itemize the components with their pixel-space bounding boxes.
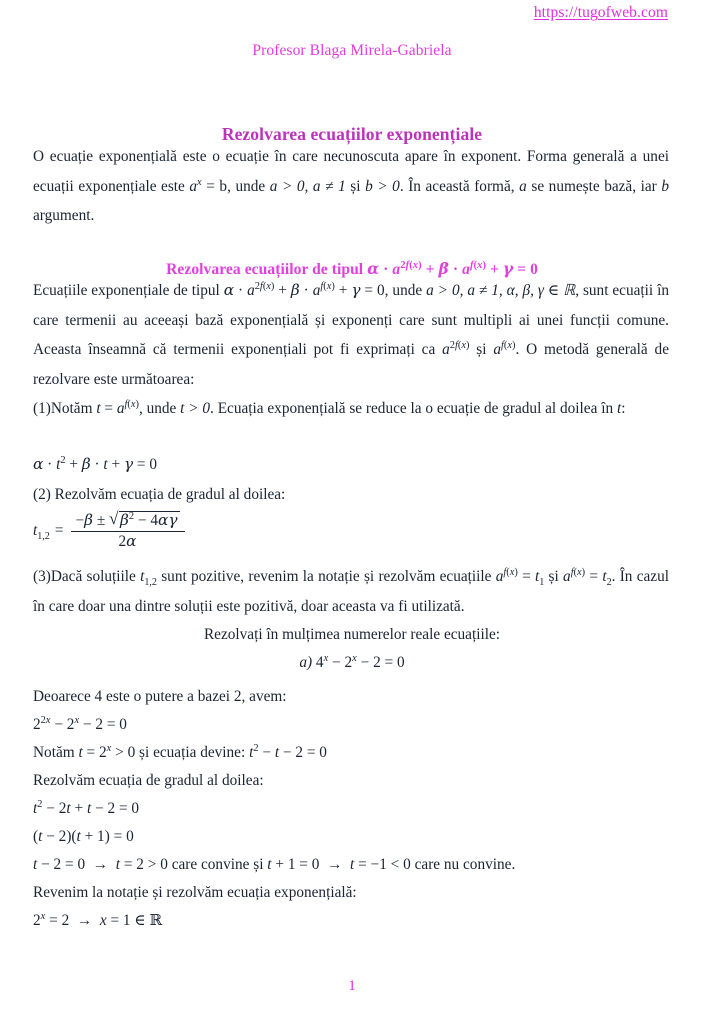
formula-lhs-subscript: 1,2 xyxy=(37,530,50,542)
step-2-text: Rezolvăm ecuația de gradul al doilea: xyxy=(54,486,286,503)
solution-line-6-math: (t − 2)(t + 1) = 0 xyxy=(33,828,134,845)
intro-text-part-6: argument. xyxy=(33,207,95,224)
section-text-part-4: și xyxy=(469,341,494,358)
math-exponent-x: x xyxy=(197,176,202,188)
solution-line-1: Deoarece 4 este o putere a bazei 2, avem: xyxy=(33,688,287,705)
solution-quadratic-in-t: $t^2 - t - 2 = 0$ xyxy=(249,742,327,761)
solution-line-9 xyxy=(33,906,162,936)
step-1-paragraph xyxy=(33,394,669,424)
square-root-icon: √ $\beta^2 - 4\alpha\gamma$ xyxy=(109,511,179,530)
exercise-item-a-math: a) 4$^x$ − 2$^x$ − 2 = 0 xyxy=(299,652,405,671)
section-text-part-5: . O metodă generală de rezolvare este următoarea: xyxy=(33,341,669,388)
step-2-paragraph xyxy=(33,480,285,510)
exercise-item-a xyxy=(0,648,704,678)
intro-text-part-5: se numește bază, iar xyxy=(526,177,662,195)
solution-line-3-text-b: și ecuația devine: xyxy=(135,744,250,761)
site-url-link[interactable]: https://tugofweb.com xyxy=(533,4,668,21)
section-formula-inline: $\alpha \cdot a^{2f(x)} + \beta \cdot a^{f(x)} + \gamma = 0$ xyxy=(223,280,385,299)
solution-line-9-math: $2^x = 2 \to x = 1$ ∈ ℝ xyxy=(33,910,163,929)
section-text-part-2: , unde xyxy=(384,282,427,299)
solution-line-3-text-a: Notăm xyxy=(33,744,79,761)
section-title-prefix: Rezolvarea ecuațiilor de tipul xyxy=(166,260,368,278)
intro-condition-b: b > 0 xyxy=(365,177,400,195)
step-1-condition: t > 0 xyxy=(180,400,211,417)
step-2-label: (2) xyxy=(33,486,51,503)
step-1-equation xyxy=(33,450,157,480)
section-text-part-1: Ecuațiile exponențiale de tipul xyxy=(33,282,224,299)
intro-text-part-4: . În această formă, xyxy=(399,177,520,195)
step-3-paragraph xyxy=(33,562,669,621)
solution-line-8: Revenim la notație și rezolvăm ecuația exponențială: xyxy=(33,884,357,901)
intro-text-part-3: și xyxy=(345,177,366,195)
formula-equals-sign: = xyxy=(54,521,64,539)
intro-equation-ax-b xyxy=(189,178,227,195)
page-number: 1 xyxy=(348,978,356,994)
solution-line-4: Rezolvăm ecuația de gradul al doilea: xyxy=(33,772,264,789)
math-equals-b: = b xyxy=(201,177,228,195)
intro-paragraph xyxy=(33,142,669,231)
solution-line-7 xyxy=(33,850,515,880)
step-2-quadratic-formula xyxy=(33,511,187,550)
exercise-prompt: Rezolvați în mulțimea numerelor reale ecuațiile: xyxy=(203,626,501,643)
solution-line-3 xyxy=(33,738,327,768)
exercise-item-label: a) xyxy=(299,654,313,671)
solution-line-2 xyxy=(33,710,127,740)
author-name: Profesor Blaga Mirela-Gabriela xyxy=(252,42,452,59)
section-conditions: a > 0, a ≠ 1, α, β, γ ∈ ℝ, xyxy=(426,282,580,299)
page-title: Rezolvarea ecuațiilor exponențiale xyxy=(221,123,483,144)
formula-denominator: 2α xyxy=(71,531,185,551)
step-1-label: (1) xyxy=(33,400,51,417)
intro-text-part-1: O ecuație exponențială este o ecuație în care necunoscuta apare în exponent. Forma generală a unei ecuații exponențiale este xyxy=(33,148,669,195)
section-title-formula: $\alpha \cdot a^{2f(x)} + \beta \cdot a^{f(x)} + \gamma = 0$ xyxy=(367,258,538,278)
solution-line-2-math: $2^{2x} - 2^x - 2 = 0$ xyxy=(33,714,127,733)
solution-line-5 xyxy=(33,794,139,824)
step-1-text-b: , unde xyxy=(138,400,181,417)
step-1-equation-math: $\alpha \cdot t^2 + \beta \cdot t + \gamma = 0$ xyxy=(33,454,158,473)
solution-line-6 xyxy=(33,822,134,852)
step-3-text-b: sunt pozitive, revenim la notație și rezolvăm ecuațiile xyxy=(156,568,496,585)
step-3-equation-2: $a^{f(x)} = t_2$ xyxy=(563,566,612,589)
intro-var-b: b xyxy=(661,177,669,195)
intro-condition-a: a > 0, a ≠ 1 xyxy=(269,177,346,195)
section-text-part-3: sunt ecuații în care termenii au aceeași bază exponențială și exponenți care sunt multipli ai unei funcții comune. Aceasta înseamnă că termenii exponențiali pot fi exprimați ca xyxy=(33,282,669,358)
formula-lhs xyxy=(33,522,50,540)
solution-substitution: $t = 2^x > 0$ xyxy=(78,742,136,761)
step-3-label: (3) xyxy=(33,568,51,585)
step-1-var-t: t xyxy=(616,400,622,417)
step-1-text-a: Notăm xyxy=(50,400,97,417)
math-var-a: a xyxy=(189,177,198,195)
section-paragraph xyxy=(33,276,669,394)
section-term-a2fx: $a^{2f(x)}$ xyxy=(442,339,470,358)
step-3-var-t12: $t_{1,2}$ xyxy=(140,568,157,589)
solution-line-5-math: $t^2 - 2t + t - 2 = 0$ xyxy=(33,798,140,817)
formula-lhs-var: t xyxy=(33,521,38,539)
step-3-text-c: și xyxy=(544,568,564,585)
step-1-text-d: : xyxy=(621,400,626,417)
solution-line-7-math: t − 2 = 0 → t = 2 > 0 care convine și t + 1 = 0 → t = −1 < 0 care nu convine. xyxy=(33,856,516,873)
step-1-text-c: . Ecuația exponențială se reduce la o ecuație de gradul al doilea în xyxy=(210,400,617,417)
formula-numerator: −β ± √ $\beta^2 - 4\alpha\gamma$ xyxy=(71,511,185,531)
intro-text-part-2: , unde xyxy=(227,177,270,195)
step-1-notation: $t = a^{f(x)}$ xyxy=(96,398,139,417)
intro-var-a: a xyxy=(519,177,527,195)
formula-fraction xyxy=(71,511,185,550)
step-3-equation-1: $a^{f(x)} = t_1$ xyxy=(495,566,545,589)
section-term-afx: $a^{f(x)}$ xyxy=(493,339,516,358)
step-3-text-a: Dacă soluțiile xyxy=(50,568,141,585)
step-3-text-d: . În cazul în care doar una dintre soluții este pozitivă, doar aceasta va fi utilizată. xyxy=(33,568,669,615)
